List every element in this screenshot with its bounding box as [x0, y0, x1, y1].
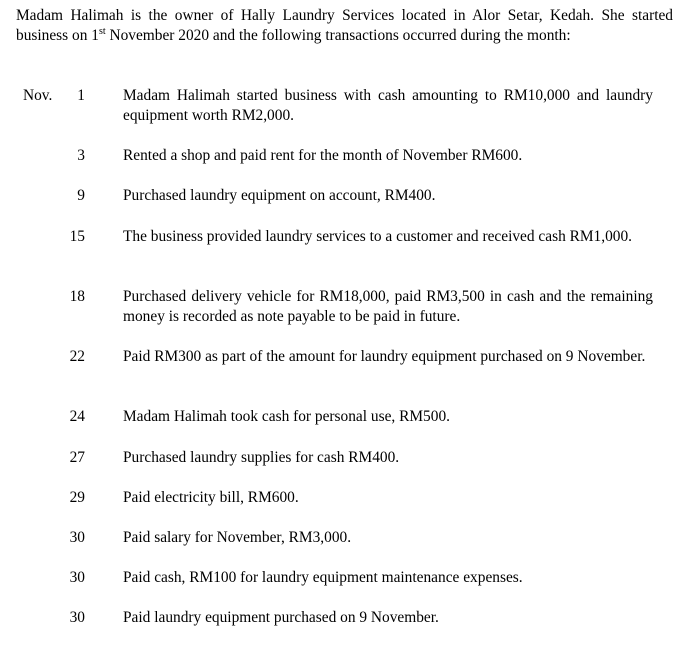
transaction-day: 9 [77, 187, 85, 204]
transaction-day: 18 [69, 288, 85, 305]
transaction-description: Madam Halimah started business with cash amounting to RM10,000 and laundry equipment worth RM2,000. [123, 87, 653, 124]
transaction-day: 27 [69, 449, 85, 466]
transaction-day: 30 [69, 529, 85, 546]
transaction-description: Purchased laundry equipment on account, RM400. [123, 187, 436, 204]
transaction-description: Paid salary for November, RM3,000. [123, 529, 352, 546]
transaction-day: 1 [77, 87, 85, 104]
intro-text-part2: November 2020 and the following transactions occurred during the month: [105, 27, 571, 44]
transaction-day: 29 [69, 489, 85, 506]
transaction-day: 30 [69, 569, 85, 586]
transaction-description: Purchased laundry supplies for cash RM400. [123, 449, 400, 466]
intro-text-part1: Madam Halimah is the owner of Hally Laundry Services located in Alor Setar, Kedah. She started business on 1 [16, 7, 673, 44]
transaction-description: The business provided laundry services to a customer and received cash RM1,000. [123, 228, 633, 245]
transaction-day: 15 [69, 228, 85, 245]
transaction-day: 22 [69, 348, 85, 365]
transaction-description: Paid laundry equipment purchased on 9 November. [123, 609, 439, 626]
transaction-description: Paid RM300 as part of the amount for laundry equipment purchased on 9 November. [123, 348, 646, 365]
month-label: Nov. [23, 87, 53, 104]
transaction-day: 3 [77, 147, 85, 164]
transaction-day: 24 [69, 408, 85, 425]
transaction-description: Purchased delivery vehicle for RM18,000, paid RM3,500 in cash and the remaining money is recorded as note payable to be paid in future. [123, 288, 653, 325]
transaction-description: Paid electricity bill, RM600. [123, 489, 299, 506]
transaction-description: Madam Halimah took cash for personal use, RM500. [123, 408, 450, 425]
transaction-description: Rented a shop and paid rent for the month of November RM600. [123, 147, 523, 164]
transaction-day: 30 [69, 609, 85, 626]
intro-paragraph [16, 6, 673, 48]
transaction-description: Paid cash, RM100 for laundry equipment maintenance expenses. [123, 569, 523, 586]
intro-ordinal-suffix: st [98, 26, 106, 37]
